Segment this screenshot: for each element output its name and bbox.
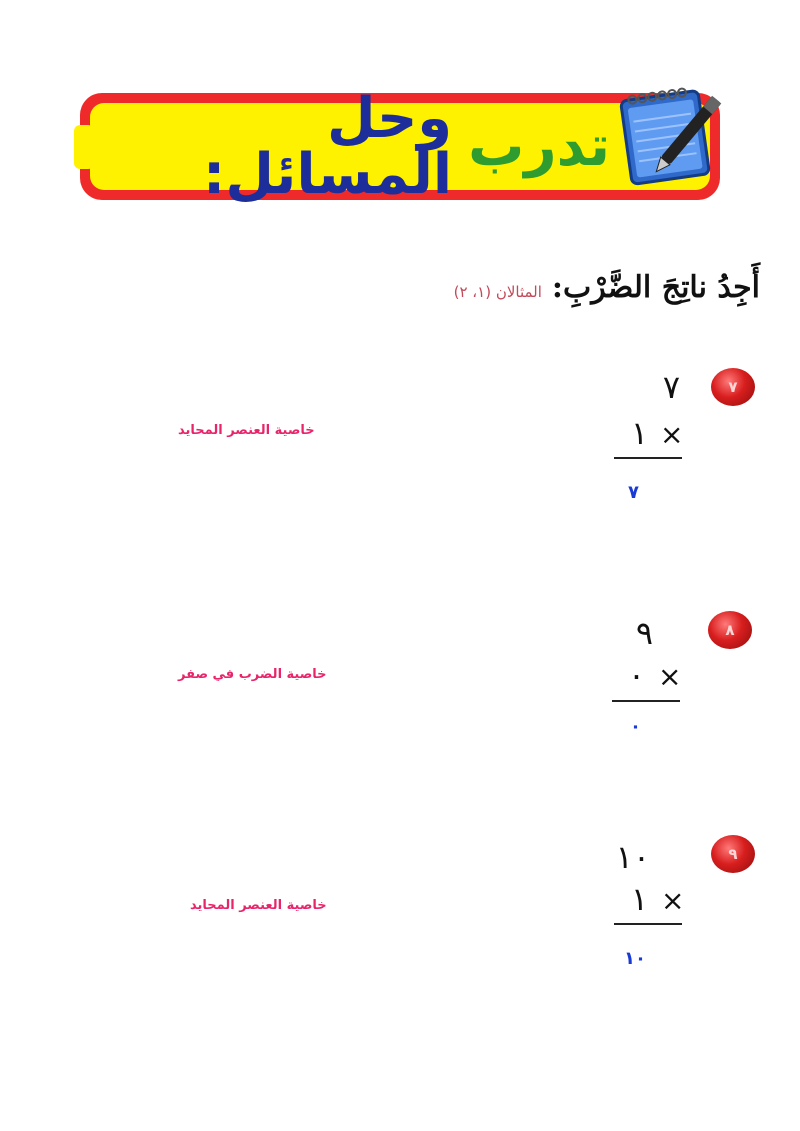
title-word-practice: تدرب [468,113,610,179]
instruction-text: أَجِدُ ناتِجَ الضَّرْبِ: [551,270,760,305]
problem-number-badge: ٨ [708,611,752,649]
problem-multiplier: ٠ [627,656,645,694]
notepad-pen-icon [612,81,724,193]
instruction-reference: المثالان (١، ٢) [453,283,542,301]
property-note: خاصية الضرب في صفر [178,667,327,682]
problem-number-badge: ٩ [711,835,755,873]
multiply-sign: × [661,884,685,917]
instruction [454,270,760,305]
result-line [614,457,682,459]
problem-top-number: ٧ [662,368,680,406]
title-banner [80,85,720,207]
property-note: خاصية العنصر المحايد [190,898,327,913]
problem-answer: ١٠ [624,948,646,969]
problem-number-badge: ٧ [711,368,755,406]
problem-multiplier: ١ [630,414,648,452]
title-word-solve: وحل المسائل: [202,85,453,207]
banner-tab [74,125,94,169]
problem-top-number: ١٠ [615,838,650,876]
multiply-sign: × [658,660,682,693]
problem-answer: ٠ [630,716,641,737]
property-note: خاصية العنصر المحايد [178,423,315,438]
problem-multiplier: ١ [630,880,648,918]
problem-top-number: ٩ [635,614,653,652]
result-line [614,923,682,925]
result-line [612,700,680,702]
problem-answer: ٧ [628,482,639,503]
multiply-sign: × [660,418,684,451]
page-title [102,85,610,207]
